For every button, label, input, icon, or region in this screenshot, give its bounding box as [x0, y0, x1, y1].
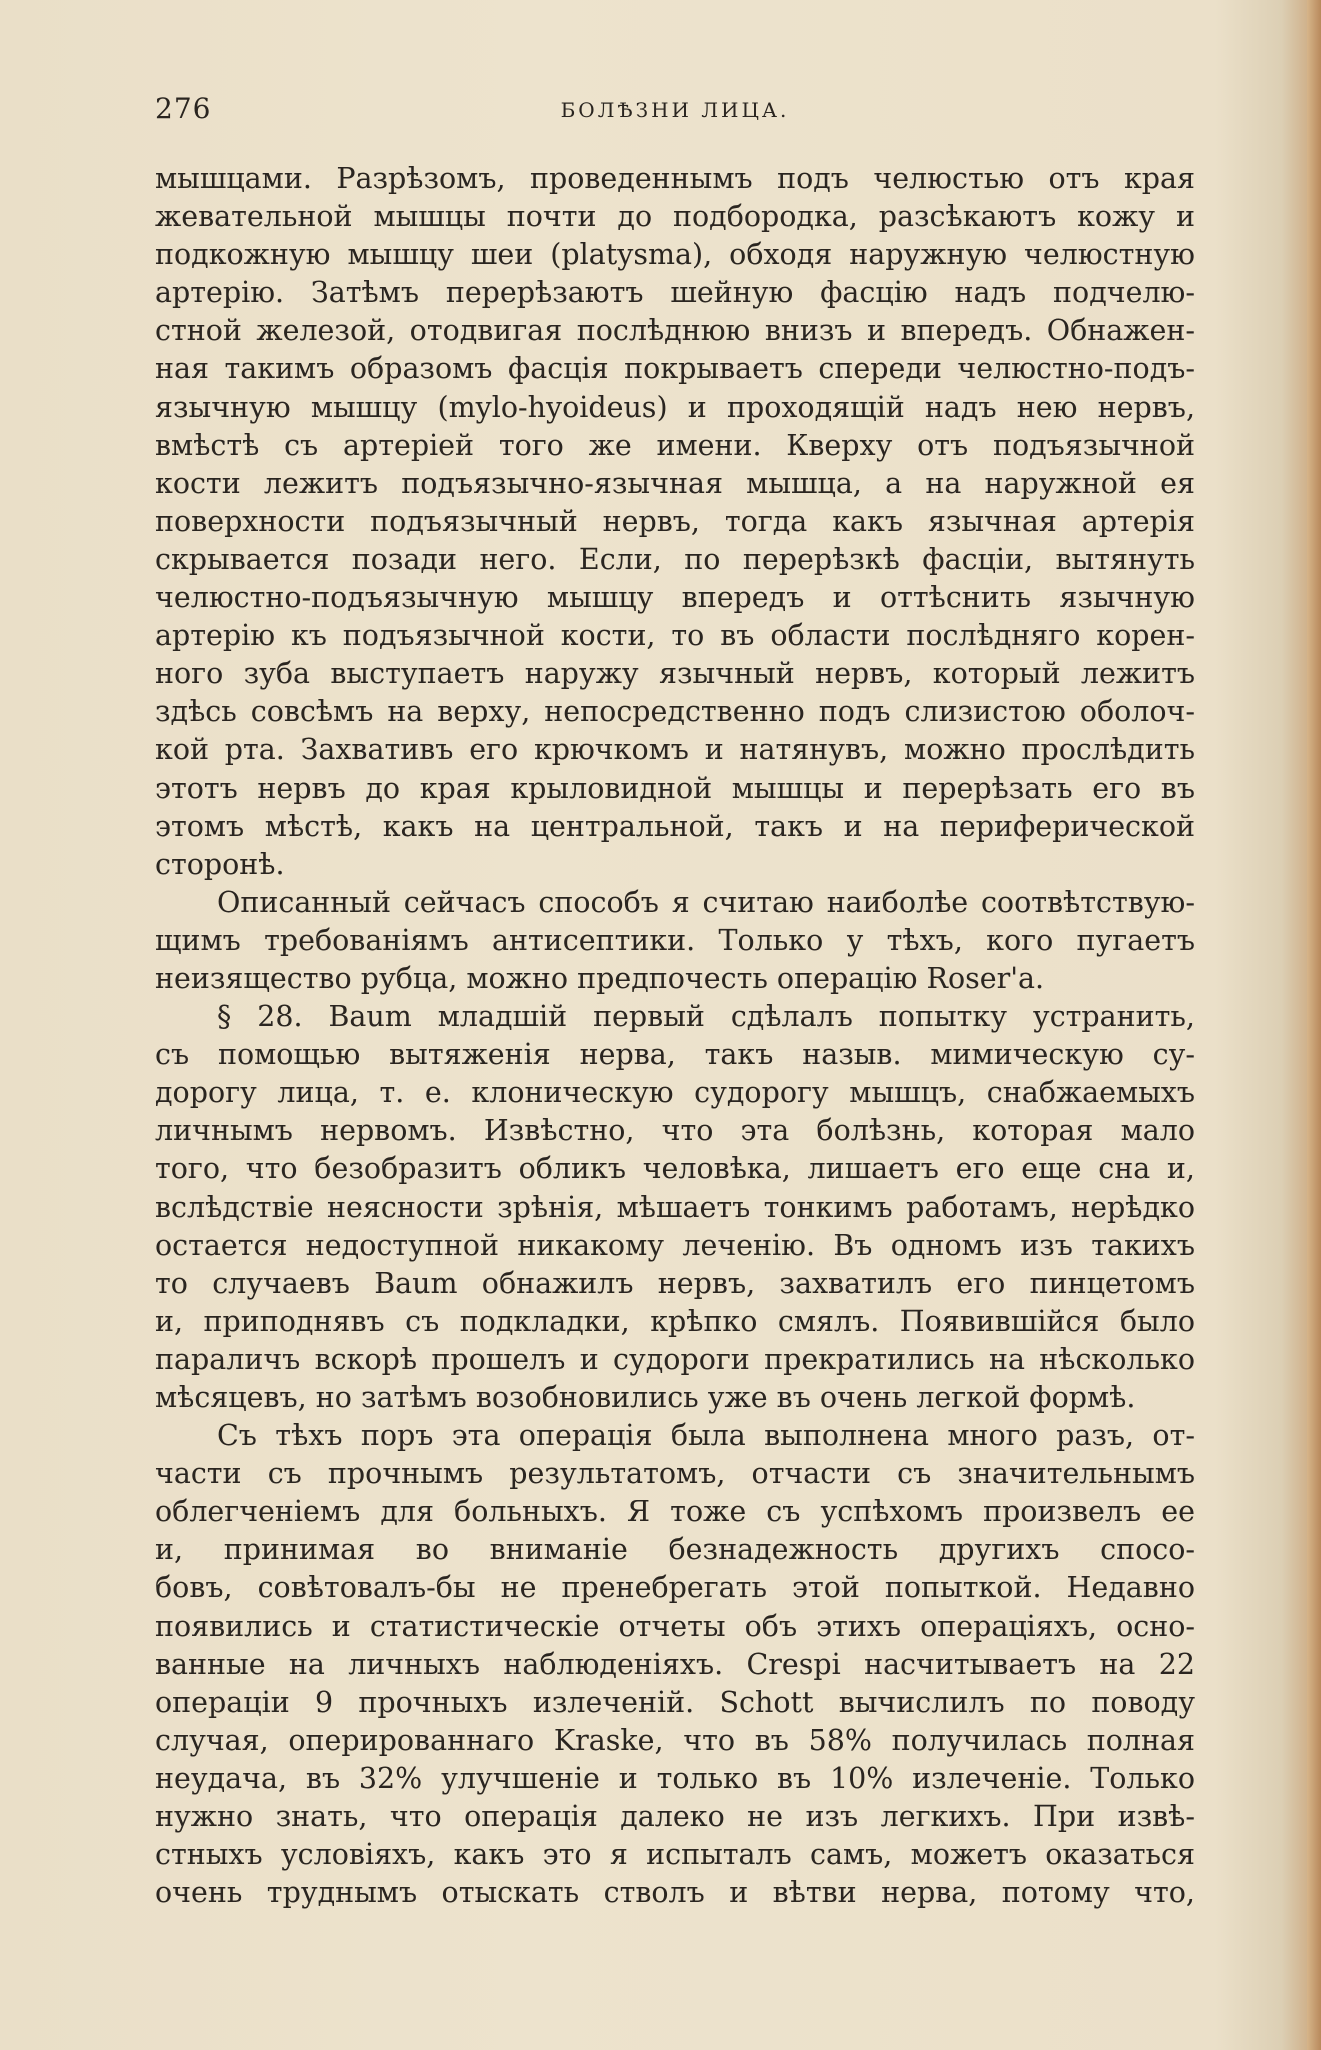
text-line: того, что безобразитъ обликъ человѣка, лишаетъ его еще сна и, [155, 1152, 1195, 1186]
text-line: появились и статистическіе отчеты объ этихъ операціяхъ, осно- [155, 1609, 1195, 1643]
paragraph-start-line: Съ тѣхъ поръ эта операція была выполнена много разъ, от- [217, 1419, 1195, 1453]
section-heading-line: § 28. Baum младшій первый сдѣлалъ попытку устранить, [217, 1000, 1195, 1034]
text-line: артерію къ подъязычной кости, то въ области послѣдняго корен- [155, 619, 1195, 653]
text-line: язычную мышцу (mylo-hyoideus) и проходящій надъ нею нервъ, [155, 390, 1195, 424]
text-line: облегченіемъ для больныхъ. Я тоже съ успѣхомъ произвелъ ее [155, 1495, 1195, 1529]
text-line: артерію. Затѣмъ перерѣзаютъ шейную фасцію надъ подчелю- [155, 276, 1195, 310]
text-line: стной железой, отодвигая послѣднюю внизъ и впередъ. Обнажен- [155, 314, 1195, 348]
paragraph-end-line: мѣсяцевъ, но затѣмъ возобновились уже въ очень легкой формѣ. [155, 1381, 1136, 1414]
text-line: параличъ вскорѣ прошелъ и судороги прекратились на нѣсколько [155, 1342, 1195, 1376]
body-text [155, 160, 1195, 1912]
text-line: ванные на личныхъ наблюденіяхъ. Crespi насчитываетъ на 22 [155, 1647, 1195, 1681]
text-line: и, принимая во вниманіе безнадежность другихъ спосо- [155, 1533, 1195, 1567]
running-title: БОЛѢЗНИ ЛИЦА. [560, 98, 790, 122]
text-line: очень труднымъ отыскать стволъ и вѣтви нерва, потому что, [155, 1876, 1195, 1910]
text-line: вмѣстѣ съ артеріей того же имени. Кверху отъ подъязычной [155, 428, 1195, 462]
text-line: части съ прочнымъ результатомъ, отчасти съ значительнымъ [155, 1457, 1195, 1491]
text-line: то случаевъ Baum обнажилъ нервъ, захватилъ его пинцетомъ [155, 1266, 1195, 1300]
text-line: операціи 9 прочныхъ излеченій. Schott вычислилъ по поводу [155, 1685, 1195, 1719]
paragraph-end-line: неизящество рубца, можно предпочесть операцію Roser'а. [155, 961, 1045, 995]
text-line: личнымъ нервомъ. Извѣстно, что эта болѣзнь, которая мало [155, 1114, 1195, 1148]
paragraph-start-line: Описанный сейчасъ способъ я считаю наиболѣе соотвѣтствую- [217, 885, 1195, 919]
text-line: остается недоступной никакому леченію. Въ одномъ изъ такихъ [155, 1228, 1195, 1262]
text-line: кости лежитъ подъязычно-язычная мышца, а на наружной ея [155, 466, 1195, 500]
text-line: случая, оперированнаго Kraske, что въ 58% получилась полная [155, 1723, 1195, 1757]
text-line: ная такимъ образомъ фасція покрываетъ спереди челюстно-подъ- [155, 352, 1195, 386]
text-line: скрывается позади него. Если, по перерѣзкѣ фасціи, вытянуть [155, 542, 1195, 576]
page-number: 276 [155, 92, 212, 125]
text-line: ного зуба выступаетъ наружу язычный нервъ, который лежитъ [155, 657, 1195, 691]
text-line: дорогу лица, т. е. клоническую судорогу мышцъ, снабжаемыхъ [155, 1076, 1195, 1110]
text-line: щимъ требованіямъ антисептики. Только у тѣхъ, кого пугаетъ [155, 923, 1195, 957]
text-line: этотъ нервъ до края крыловидной мышцы и перерѣзать его въ [155, 771, 1195, 805]
text-line: этомъ мѣстѣ, какъ на центральной, такъ и на периферической [155, 809, 1195, 843]
text-line: поверхности подъязычный нервъ, тогда какъ язычная артерія [155, 504, 1195, 538]
page-edge-decoration [1307, 0, 1321, 2050]
text-line: подкожную мышцу шеи (platysma), обходя наружную челюстную [155, 238, 1195, 272]
text-line: неудача, въ 32% улучшеніе и только въ 10% излеченіе. Только [155, 1761, 1195, 1795]
text-line: съ помощью вытяженія нерва, такъ назыв. мимическую су- [155, 1038, 1195, 1072]
text-line: бовъ, совѣтовалъ-бы не пренебрегать этой попыткой. Недавно [155, 1571, 1195, 1605]
text-line: мышцами. Разрѣзомъ, проведеннымъ подъ челюстью отъ края [155, 162, 1195, 195]
text-line: стныхъ условіяхъ, какъ это я испыталъ самъ, можетъ оказаться [155, 1838, 1195, 1872]
paragraph-end-line: сторонѣ. [155, 847, 285, 881]
text-line: вслѣдствіе неясности зрѣнія, мѣшаетъ тонкимъ работамъ, нерѣдко [155, 1190, 1195, 1224]
text-line: нужно знать, что операція далеко не изъ легкихъ. При извѣ- [155, 1800, 1195, 1834]
page-header [155, 92, 1195, 132]
text-line: кой рта. Захвативъ его крючкомъ и натянувъ, можно прослѣдить [155, 733, 1195, 767]
text-line: челюстно-подъязычную мышцу впередъ и оттѣснить язычную [155, 581, 1195, 615]
text-line: здѣсь совсѣмъ на верху, непосредственно подъ слизистою оболоч- [155, 695, 1195, 729]
text-line: и, приподнявъ съ подкладки, крѣпко смялъ. Появившійся было [155, 1304, 1195, 1338]
text-line: жевательной мышцы почти до подбородка, разсѣкаютъ кожу и [155, 200, 1195, 234]
